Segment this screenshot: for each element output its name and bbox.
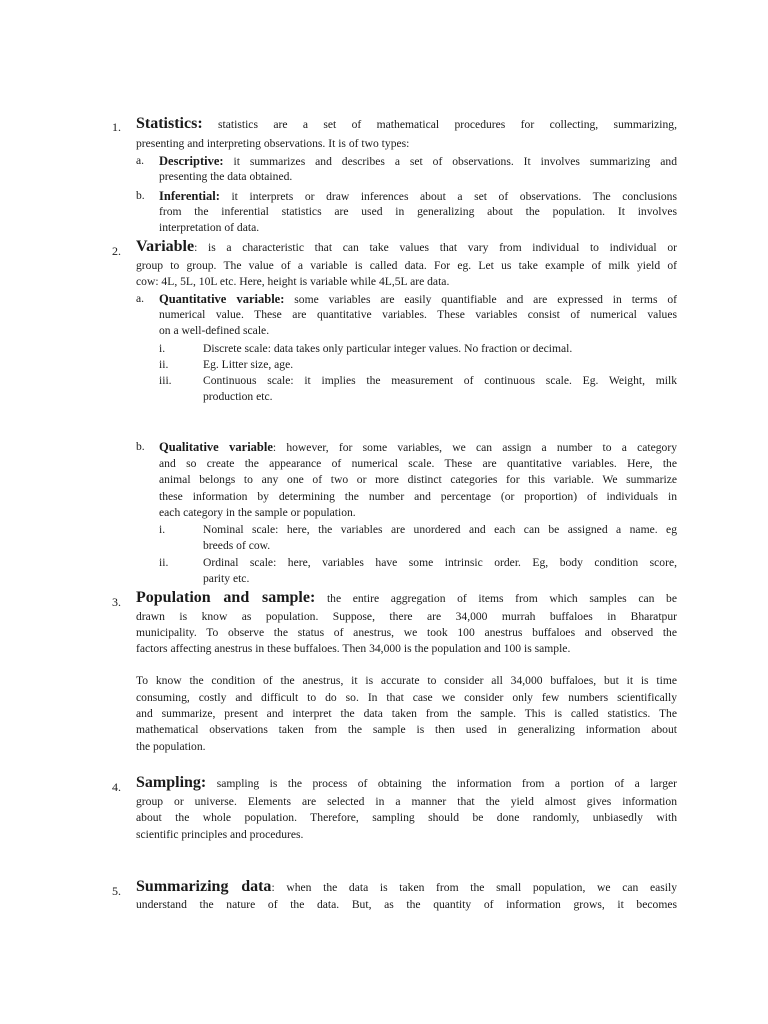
paragraph-line: the population. [136, 740, 206, 753]
sublist-item-nominal: Nominal scale: here, the variables are unordered and each can be assigned a name. eg [203, 523, 677, 536]
section-line: scientific principles and procedures. [136, 828, 304, 841]
section-line: drawn is know as population. Suppose, there are 34,000 murrah buffaloes in Bharatpur [136, 610, 677, 623]
sublist-marker: ii. [159, 556, 169, 569]
term-descriptive: Descriptive: [159, 154, 224, 168]
section-heading: Sampling: [136, 774, 207, 791]
list-item-line: animal belongs to any one of two or more distinct categories for this variable. We summarize [159, 473, 677, 486]
section-line: Variable: is a characteristic that can take values that vary from individual to individual or [136, 238, 677, 255]
sublist-marker: iii. [159, 374, 172, 387]
sublist-item-line: breeds of cow. [203, 539, 271, 552]
list-item-descriptive: Descriptive: it summarizes and describes a set of observations. It involves summarizing and [159, 154, 678, 168]
sublist-item-line: production etc. [203, 390, 273, 403]
section-line: cow: 4L, 5L, 10L etc. Here, height is variable while 4L,5L are data. [136, 275, 450, 288]
list-item-line: each category in the sample or population. [159, 506, 356, 519]
section-line: Sampling: sampling is the process of obtaining the information from a portion of a larger [136, 774, 677, 791]
list-item-line: presenting the data obtained. [159, 170, 293, 183]
list-marker: b. [136, 189, 145, 202]
list-item-inferential: Inferential: it interprets or draw inferences about a set of observations. The conclusions [159, 189, 677, 203]
list-item-line: interpretation of data. [159, 221, 260, 234]
sublist-marker: i. [159, 523, 166, 536]
section-line: Summarizing data: when the data is taken from the small population, we can easily [136, 878, 677, 895]
sublist-item-example: Eg. Litter size, age. [203, 358, 294, 371]
list-item-line: numerical value. These are quantitative variables. These variables consist of numerical values [159, 308, 677, 321]
term-qualitative: Qualitative variable [159, 440, 273, 454]
list-marker: b. [136, 440, 145, 453]
section-line: about the whole population. Therefore, sampling should be done randomly, unbiasedly with [136, 811, 677, 824]
list-item-line: on a well-defined scale. [159, 324, 270, 337]
section-heading: Variable [136, 238, 195, 255]
section-line: group or universe. Elements are selected in a manner that the yield almost gives information [136, 795, 677, 808]
section-heading: Statistics: [136, 115, 203, 132]
term-quantitative: Quantitative variable: [159, 292, 285, 306]
section-heading: Summarizing data [136, 878, 272, 895]
paragraph-line: To know the condition of the anestrus, it is accurate to consider all 34,000 buffaloes, but it is time [136, 674, 677, 687]
section-line: understand the nature of the data. But, as the quantity of information grows, it becomes [136, 898, 677, 911]
list-item-line: and so create the appearance of numerical scale. These are quantitative variables. Here, the [159, 457, 677, 470]
sublist-item-line: parity etc. [203, 572, 250, 585]
section-line: Statistics: statistics are a set of mathematical procedures for collecting, summarizing, [136, 115, 677, 132]
section-number: 2. [112, 244, 121, 258]
sublist-item-ordinal: Ordinal scale: here, variables have some intrinsic order. Eg, body condition score, [203, 556, 677, 569]
sublist-marker: i. [159, 342, 166, 355]
section-heading: Population and sample: [136, 589, 316, 606]
paragraph-line: consuming, costly and difficult to do so. In that case we consider only few numbers scientifically [136, 691, 677, 704]
section-line: Population and sample: the entire aggregation of items from which samples can be [136, 589, 677, 606]
section-number: 3. [112, 595, 121, 609]
list-item-qualitative: Qualitative variable: however, for some variables, we can assign a number to a category [159, 440, 677, 454]
list-item-quantitative: Quantitative variable: some variables are easily quantifiable and are expressed in terms of [159, 292, 677, 306]
section-number: 5. [112, 884, 121, 898]
section-line: presenting and interpreting observations. It is of two types: [136, 137, 410, 150]
paragraph-line: mathematical observations taken from the sample is then used in generalizing information about [136, 723, 677, 736]
list-marker: a. [136, 154, 145, 167]
sublist-marker: ii. [159, 358, 169, 371]
list-marker: a. [136, 292, 145, 305]
list-item-line: from the inferential statistics are used in generalizing about the population. It involves [159, 205, 677, 218]
section-number: 1. [112, 120, 121, 134]
paragraph-line: and summarize, present and interpret the data taken from the sample. This is called statistics. The [136, 707, 677, 720]
list-item-line: these information by determining the number and percentage (or proportion) of individuals in [159, 490, 677, 503]
section-line: factors affecting anestrus in these buffaloes. Then 34,000 is the population and 100 is sample. [136, 642, 571, 655]
section-line: municipality. To observe the status of anestrus, we took 100 anestrus buffaloes and observed the [136, 626, 677, 639]
sublist-item-continuous: Continuous scale: it implies the measurement of continuous scale. Eg. Weight, milk [203, 374, 677, 387]
section-line: group to group. The value of a variable is called data. For eg. Let us take example of milk yield of [136, 259, 677, 272]
term-inferential: Inferential: [159, 189, 220, 203]
sublist-item-discrete: Discrete scale: data takes only particular integer values. No fraction or decimal. [203, 342, 573, 355]
section-number: 4. [112, 780, 121, 794]
